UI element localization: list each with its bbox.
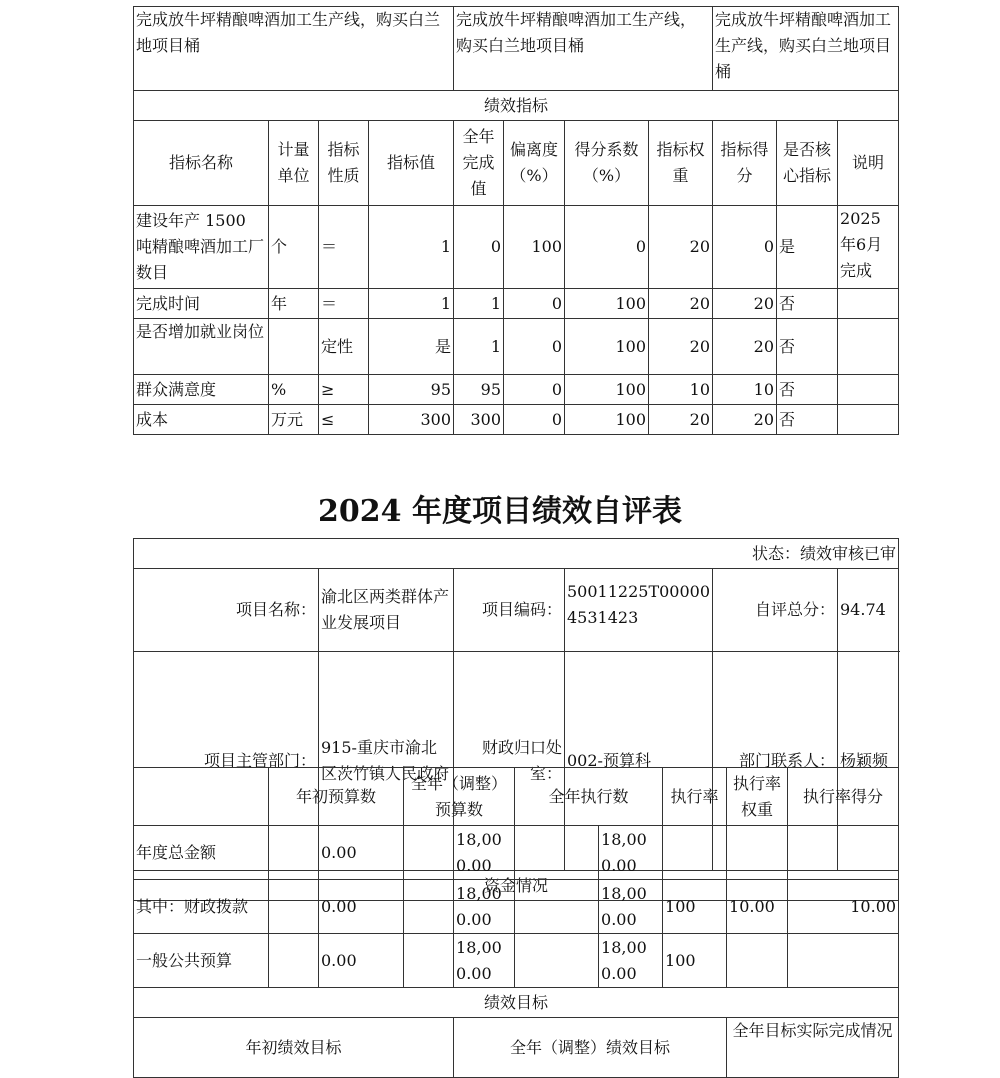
indicator-note: 2025年6月完成 [838,206,899,289]
indicator-note [838,405,899,435]
goal-adjusted-cell: 完成放牛坪精酿啤酒加工生产线，购买白兰地项目桶 [454,7,713,91]
contact-label: 部门联系人： [713,652,838,871]
header-score: 指标得分 [713,121,777,206]
indicator-deviation: 0 [504,375,565,405]
indicator-target: 1 [369,289,454,319]
funds-weight [727,934,788,988]
indicator-deviation: 0 [504,289,565,319]
indicator-name: 是否增加就业岗位 [134,319,269,375]
indicator-unit: % [269,375,319,405]
header-weight: 指标权重 [649,121,713,206]
indicator-weight: 20 [649,206,713,289]
indicator-actual: 1 [454,289,504,319]
indicator-target: 是 [369,319,454,375]
header-target: 指标值 [369,121,454,206]
goal-actual-cell: 完成放牛坪精酿啤酒加工生产线，购买白兰地项目桶 [713,7,899,91]
funds-initial: 0.00 [319,826,404,880]
indicator-name: 完成时间 [134,289,269,319]
header-coefficient: 得分系数（%） [565,121,649,206]
funds-section-header: 资金情况 [134,871,899,901]
table-row [134,405,899,435]
indicator-name: 群众满意度 [134,375,269,405]
header-indicator-name: 指标名称 [134,121,269,206]
empty-cell [269,880,319,934]
indicator-target: 95 [369,375,454,405]
finance-label: 财政归口处室： [454,652,565,871]
indicator-deviation: 0 [504,405,565,435]
header-nature: 指标性质 [319,121,369,206]
indicator-unit: 年 [269,289,319,319]
status-badge: 状态：绩效审核已审 [134,539,899,569]
indicator-nature: ＝ [319,206,369,289]
funds-initial: 0.00 [319,934,404,988]
funds-adjusted: 18,000.00 [454,934,515,988]
funds-header-initial: 年初预算数 [269,768,404,826]
funds-score [788,934,899,988]
indicator-name: 建设年产 1500 吨精酿啤酒加工厂数目 [134,206,269,289]
performance-indicator-table [133,6,899,435]
project-code-value: 50011225T000004531423 [565,569,713,652]
funds-executed: 18,000.00 [599,826,663,880]
indicator-unit: 万元 [269,405,319,435]
table-row [134,375,899,405]
indicator-coefficient: 100 [565,319,649,375]
funds-rate [663,826,727,880]
indicator-score: 20 [713,405,777,435]
funds-row-label: 一般公共预算 [134,934,269,988]
table-row [134,826,899,880]
empty-cell [269,826,319,880]
indicator-note [838,375,899,405]
indicator-core: 否 [777,405,838,435]
funds-weight: 10.00 [727,880,788,934]
project-name-value: 渝北区两类群体产业发展项目 [319,569,454,652]
funds-table [133,767,899,1078]
funds-header-adjusted: 全年（调整）预算数 [404,768,515,826]
indicator-coefficient: 0 [565,206,649,289]
funds-header-rate: 执行率 [663,768,727,826]
funds-rate: 100 [663,880,727,934]
indicator-coefficient: 100 [565,375,649,405]
goal-initial-cell: 完成放牛坪精酿啤酒加工生产线，购买白兰地项目桶 [134,7,454,91]
table-row [134,319,899,375]
funds-initial: 0.00 [319,880,404,934]
indicator-nature: ≤ [319,405,369,435]
funds-score: 10.00 [788,880,899,934]
indicator-weight: 10 [649,375,713,405]
indicator-weight: 20 [649,289,713,319]
indicator-nature: 定性 [319,319,369,375]
table-row [134,206,899,289]
table-row [134,934,899,988]
indicator-weight: 20 [649,319,713,375]
dept-label: 项目主管部门： [134,652,319,871]
empty-cell [404,934,454,988]
indicator-unit: 个 [269,206,319,289]
header-unit: 计量单位 [269,121,319,206]
indicator-unit [269,319,319,375]
score-label: 自评总分： [713,569,838,652]
goals-header-initial: 年初绩效目标 [134,1018,454,1078]
dept-value: 915-重庆市渝北区茨竹镇人民政府 [319,652,454,871]
funds-row-label: 其中：财政拨款 [134,880,269,934]
indicator-note [838,289,899,319]
funds-rate: 100 [663,934,727,988]
header-core: 是否核心指标 [777,121,838,206]
indicator-nature: ≥ [319,375,369,405]
indicator-core: 是 [777,206,838,289]
page-title: 2024 年度项目绩效自评表 [318,494,682,529]
indicator-deviation: 0 [504,319,565,375]
empty-cell [404,826,454,880]
empty-cell [515,826,599,880]
goals-header-actual: 全年目标实际完成情况 [727,1018,899,1078]
project-code-label: 项目编码： [454,569,565,652]
indicator-actual: 1 [454,319,504,375]
header-note: 说明 [838,121,899,206]
indicator-actual: 95 [454,375,504,405]
indicator-deviation: 100 [504,206,565,289]
indicator-score: 20 [713,289,777,319]
indicator-actual: 0 [454,206,504,289]
goals-section-header: 绩效目标 [134,988,899,1018]
indicator-nature: ＝ [319,289,369,319]
empty-cell [269,934,319,988]
indicator-score: 10 [713,375,777,405]
indicator-coefficient: 100 [565,405,649,435]
funds-score [788,826,899,880]
indicator-score: 20 [713,319,777,375]
funds-row-label: 年度总金额 [134,826,269,880]
indicators-section-header: 绩效指标 [134,91,899,121]
empty-cell [515,934,599,988]
header-deviation: 偏离度（%） [504,121,565,206]
empty-cell [404,880,454,934]
indicator-actual: 300 [454,405,504,435]
indicator-core: 否 [777,319,838,375]
indicator-score: 0 [713,206,777,289]
header-actual: 全年完成值 [454,121,504,206]
table-row [134,289,899,319]
funds-header-score: 执行率得分 [788,768,899,826]
funds-weight [727,826,788,880]
funds-header-weight: 执行率权重 [727,768,788,826]
empty-header-cell [134,768,269,826]
indicator-weight: 20 [649,405,713,435]
indicator-name: 成本 [134,405,269,435]
funds-executed: 18,000.00 [599,880,663,934]
indicator-target: 1 [369,206,454,289]
indicator-coefficient: 100 [565,289,649,319]
table-row [134,880,899,934]
indicator-target: 300 [369,405,454,435]
indicator-core: 否 [777,375,838,405]
goals-header-adjusted: 全年（调整）绩效目标 [454,1018,727,1078]
funds-adjusted: 18,000.00 [454,826,515,880]
empty-cell [515,880,599,934]
funds-executed: 18,000.00 [599,934,663,988]
indicator-core: 否 [777,289,838,319]
indicator-note [838,319,899,375]
score-value: 94.74 [838,569,899,652]
contact-value: 杨颖频 [838,652,899,871]
funds-header-executed: 全年执行数 [515,768,663,826]
project-name-label: 项目名称： [134,569,319,652]
funds-adjusted: 18,000.00 [454,880,515,934]
finance-value: 002-预算科 [565,652,713,871]
